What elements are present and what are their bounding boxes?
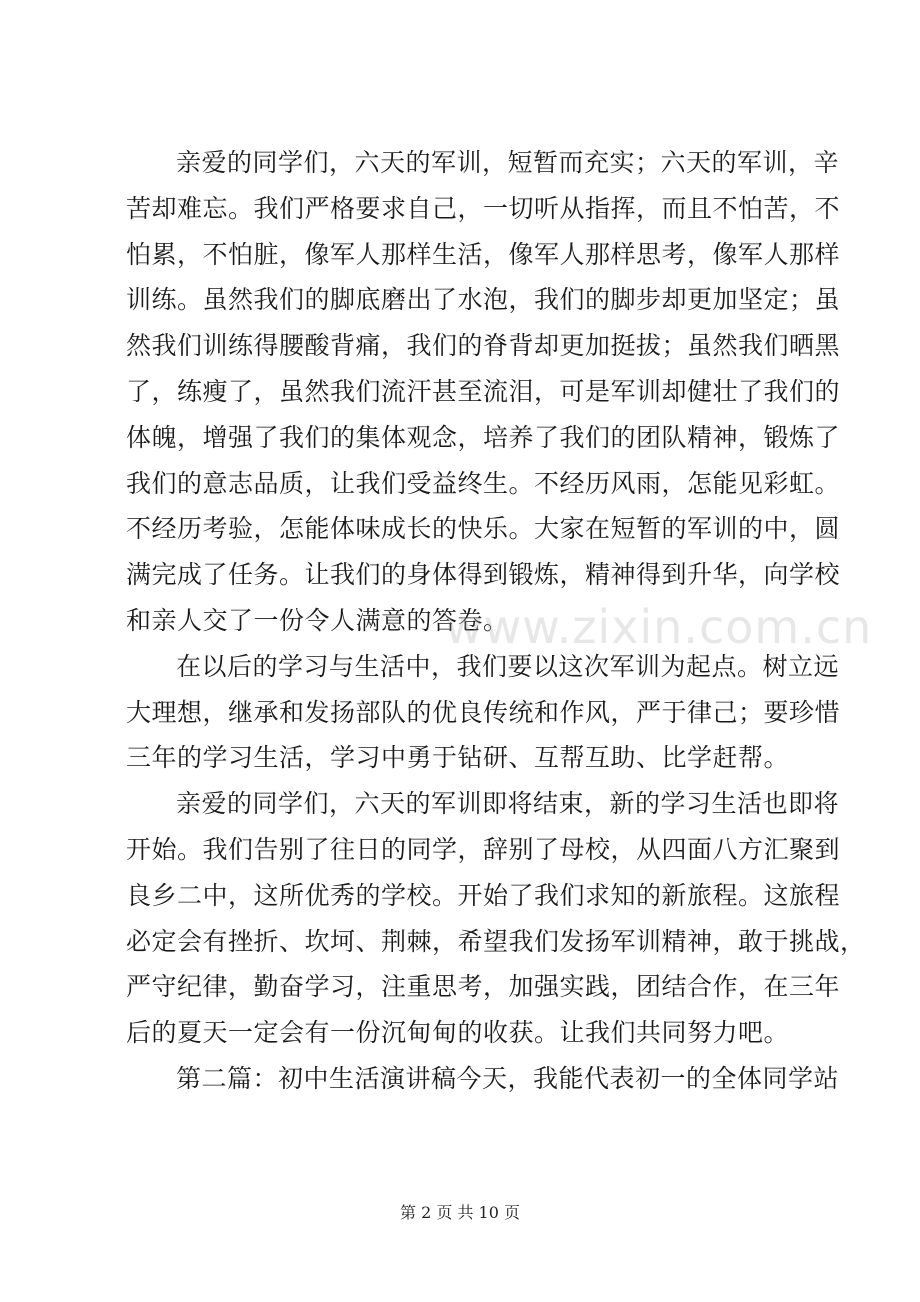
text-line: 训练。虽然我们的脚底磨出了水泡，我们的脚步却更加坚定；虽: [126, 285, 841, 315]
text-line: 三年的学习生活，学习中勇于钻研、互帮互助、比学赶帮。: [126, 743, 790, 773]
text-line: 严守纪律，勤奋学习，注重思考，加强实践，团结合作，在三年: [126, 972, 841, 1002]
text-line: 在以后的学习与生活中，我们要以这次军训为起点。树立远: [176, 651, 840, 681]
text-line: 开始。我们告别了往日的同学，辞别了母校，从四面八方汇聚到: [126, 834, 841, 864]
text-line: 怕累，不怕脏，像军人那样生活，像军人那样思考，像军人那样: [126, 239, 841, 269]
text-line: 然我们训练得腰酸背痛，我们的脊背却更加挺拔；虽然我们晒黑: [126, 331, 841, 361]
page-footer: 第 2 页 共 10 页: [400, 1203, 520, 1222]
text-line: 满完成了任务。让我们的身体得到锻炼，精神得到升华，向学校: [126, 560, 841, 590]
text-line: 亲爱的同学们，六天的军训即将结束，新的学习生活也即将: [176, 789, 840, 819]
text-line: 了，练瘦了，虽然我们流汗甚至流泪，可是军训却健壮了我们的: [126, 376, 841, 406]
text-line: 后的夏天一定会有一份沉甸甸的收获。让我们共同努力吧。: [126, 1018, 790, 1048]
text-line: 第二篇：初中生活演讲稿今天，我能代表初一的全体同学站: [176, 1063, 840, 1093]
text-line: 和亲人交了一份令人满意的答卷。: [126, 605, 509, 635]
text-line: 必定会有挫折、坎坷、荆棘，希望我们发扬军训精神，敢于挑战，: [126, 926, 866, 956]
text-line: 苦却难忘。我们严格要求自己，一切听从指挥，而且不怕苦，不: [126, 193, 841, 223]
text-line: 良乡二中，这所优秀的学校。开始了我们求知的新旅程。这旅程: [126, 880, 841, 910]
text-line: 我们的意志品质，让我们受益终生。不经历风雨，怎能见彩虹。: [126, 468, 841, 498]
text-line: 不经历考验，怎能体味成长的快乐。大家在短暂的军训的中，圆: [126, 514, 841, 544]
text-line: 亲爱的同学们，六天的军训，短暂而充实；六天的军训，辛: [176, 148, 840, 177]
text-line: 体魄，增强了我们的集体观念，培养了我们的团队精神，锻炼了: [126, 422, 841, 452]
text-line: 大理想，继承和发扬部队的优良传统和作风，严于律己；要珍惜: [126, 697, 841, 727]
watermark: www.zixin.com.cn: [445, 600, 873, 654]
